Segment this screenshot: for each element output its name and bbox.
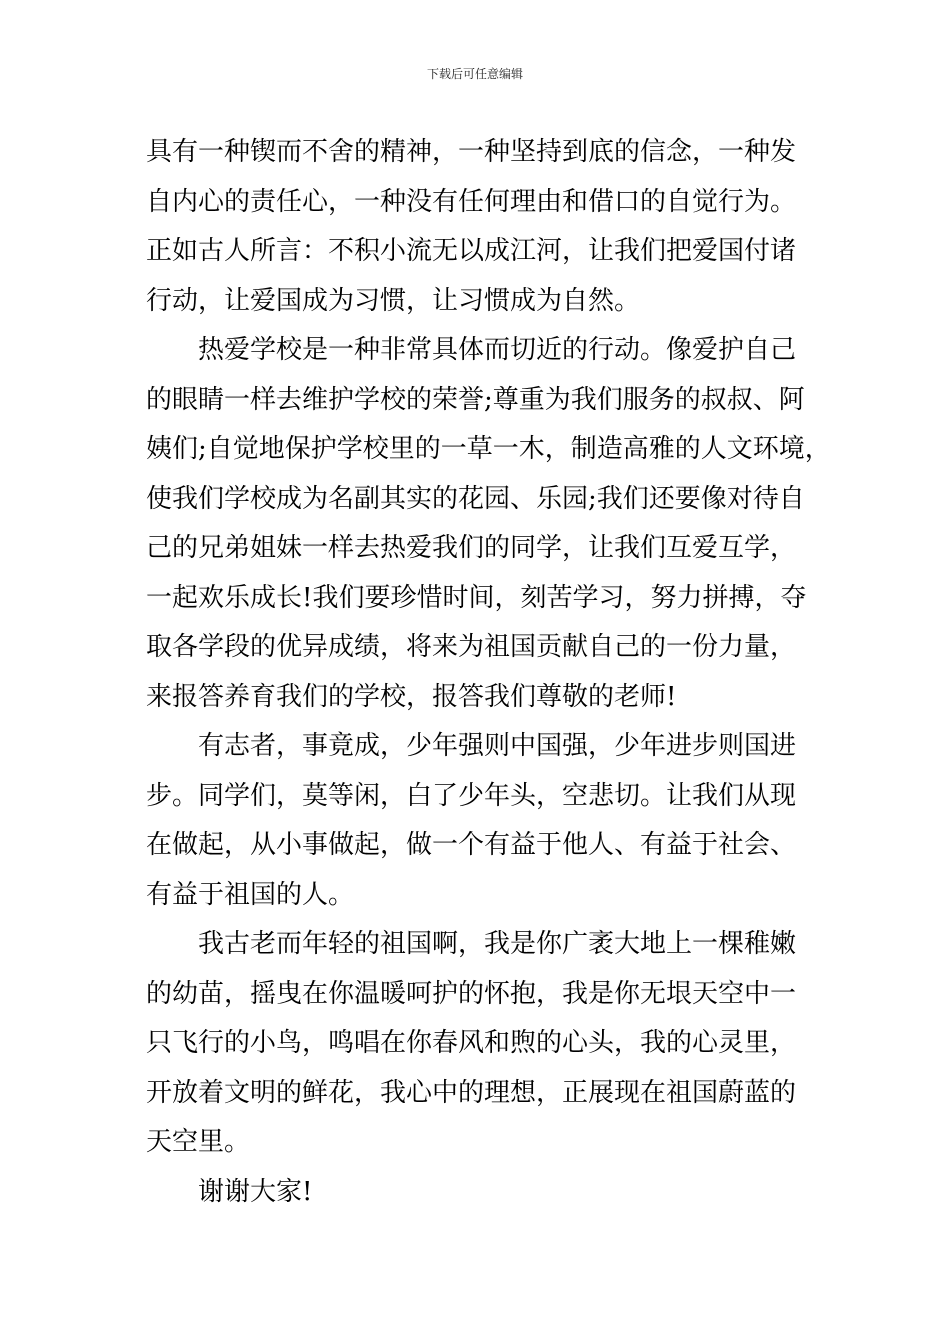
text-line: 一起欢乐成长!我们要珍惜时间，刻苦学习，努力拼搏，夺 bbox=[146, 582, 807, 613]
text-line: 的眼睛一样去维护学校的荣誉;尊重为我们服务的叔叔、阿 bbox=[146, 384, 805, 415]
text-line: 步。同学们，莫等闲，白了少年头，空悲切。让我们从现 bbox=[146, 780, 797, 811]
document-body bbox=[146, 128, 831, 1217]
text-line: 使我们学校成为名副其实的花园、乐园;我们还要像对待自 bbox=[146, 483, 805, 514]
paragraph-start-line: 我古老而年轻的祖国啊，我是你广袤大地上一棵稚嫩 bbox=[198, 929, 797, 959]
text-line: 己的兄弟姐妹一样去热爱我们的同学，让我们互爱互学， bbox=[146, 533, 797, 563]
text-line: 只飞行的小鸟，鸣唱在你春风和煦的心头，我的心灵里， bbox=[146, 1028, 797, 1058]
text-line: 取各学段的优异成绩，将来为祖国贡献自己的一份力量， bbox=[146, 632, 797, 662]
text-line: 具有一种锲而不舍的精神，一种坚持到底的信念，一种发 bbox=[146, 137, 797, 167]
text-line: 正如古人所言：不积小流无以成江河，让我们把爱国付诸 bbox=[146, 236, 797, 266]
text-line: 有益于祖国的人。 bbox=[146, 879, 355, 910]
text-line: 的幼苗，摇曳在你温暖呵护的怀抱，我是你无垠天空中一 bbox=[146, 978, 797, 1009]
text-line: 天空里。 bbox=[146, 1127, 251, 1157]
text-line: 自内心的责任心，一种没有任何理由和借口的自觉行为。 bbox=[146, 186, 797, 217]
closing-line: 谢谢大家! bbox=[198, 1176, 313, 1207]
paragraph-start-line: 有志者，事竟成，少年强则中国强，少年进步则国进 bbox=[198, 731, 797, 761]
text-line: 行动，让爱国成为习惯，让习惯成为自然。 bbox=[146, 285, 641, 316]
page-header: 下载后可任意编辑 bbox=[426, 67, 523, 81]
text-line: 开放着文明的鲜花，我心中的理想，正展现在祖国蔚蓝的 bbox=[146, 1077, 797, 1108]
paragraph-start-line: 热爱学校是一种非常具体而切近的行动。像爱护自己 bbox=[198, 335, 797, 365]
text-line: 来报答养育我们的学校，报答我们尊敬的老师! bbox=[146, 681, 677, 712]
text-line: 姨们;自觉地保护学校里的一草一木，制造高雅的人文环境， bbox=[146, 434, 831, 464]
text-line: 在做起，从小事做起，做一个有益于他人、有益于社会、 bbox=[146, 830, 797, 860]
